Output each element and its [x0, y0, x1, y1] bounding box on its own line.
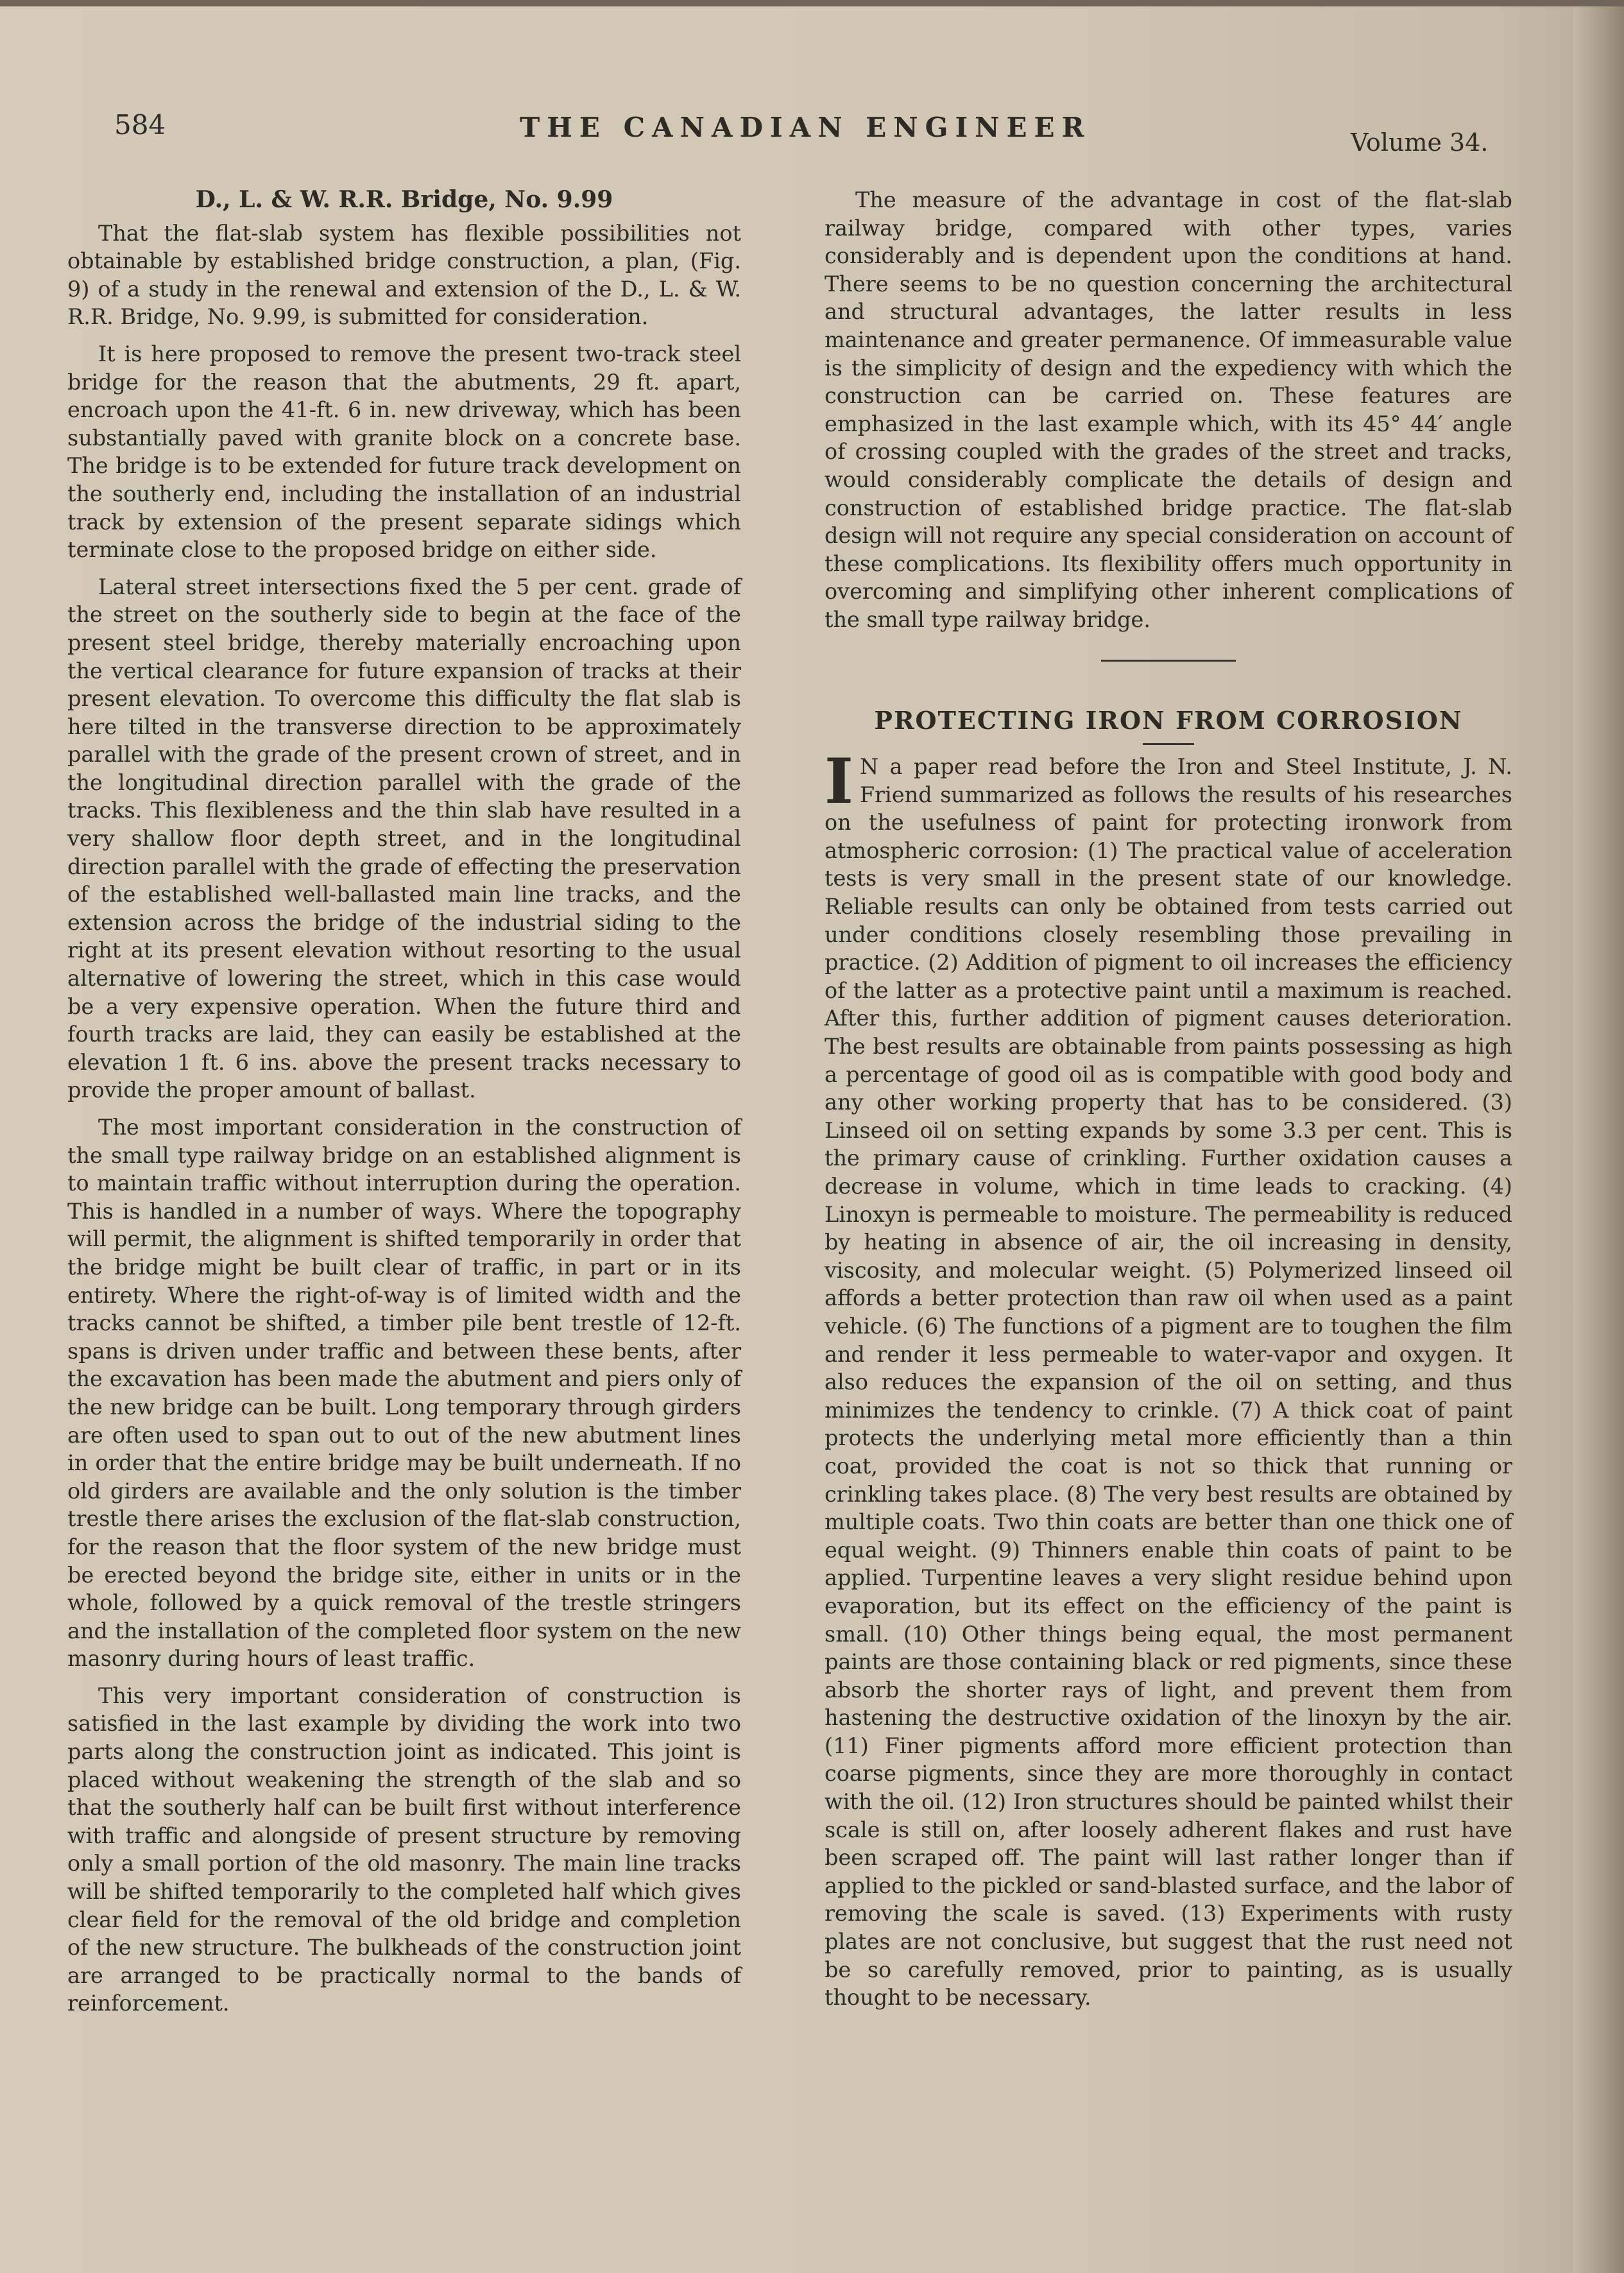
right-column [825, 186, 1512, 2021]
page-edge-shadow [1573, 0, 1624, 2273]
article-body [825, 745, 1512, 2012]
paragraph: It is here proposed to remove the present two-track steel bridge for the reason that the abutments, 29 ft. apart, encroach upon the 41-ft. 6 in. new driveway, which has been substantially paved with granite block on a concrete base. The bridge is to be extended for future track development on the southerly end, including the installation of an industrial track by extension of the present separate sidings which terminate close to the proposed bridge on either side. [67, 341, 741, 563]
paragraph: This very important consideration of construction is satisfied in the last example by dividing the work into two parts along the construction joint as indicated. This joint is placed without weakening the strength of the slab and so that the southerly half can be built first without interference with traffic and alongside of present structure by removing only a small portion of the old masonry. The main line tracks will be shifted temporarily to the completed half which gives clear field for the removal of the old bridge and completion of the new structure. The bulkheads of the construction joint are arranged to be practically normal to the bands of reinforcement. [67, 1683, 741, 2016]
left-column [67, 186, 741, 2027]
continuation-paragraph: The measure of the advantage in cost of the flat-slab railway bridge, compared with other types, varies considerably and is dependent upon the conditions at hand. There seems to be no question concerning the architectural and structural advantages, the latter results in less maintenance and greater permanence. Of immeasurable value is the simplicity of design and the expediency with which the construction can be carried on. These features are emphasized in the last example which, with its 45° 44′ angle of crossing coupled with the grades of the street and tracks, would considerably complicate the details of design and construction of established bridge practice. The flat-slab design will not require any special consideration on account of these complications. Its flexibility offers much opportunity in overcoming and simplifying other inherent complications of the small type railway bridge. [825, 187, 1512, 632]
paragraph: That the flat-slab system has flexible possibilities not obtainable by established bridge construction, a plan, (Fig. 9) of a study in the renewal and extension of the D., L. & W. R.R. Bridge, No. 9.99, is submitted for consideration. [67, 220, 741, 330]
page-number: 584 [114, 109, 166, 141]
section-divider [1101, 660, 1236, 662]
article-text: N a paper read before the Iron and Steel Institute, J. N. Friend summarized as follows the results of his researches on the usefulness of paint for protecting ironwork from atmospheric corrosion: (1) The practical value of acceleration tests is very small in the present state of our knowledge. Reliable results can only be obtained from tests carried out under conditions closely resembling those prevailing in practice. (2) Addition of pigment to oil increases the efficiency of the latter as a protective paint until a maximum is reached. After this, further addition of pigment causes deterioration. The best results are obtainable from paints possessing as high a percentage of good oil as is compatible with good body and any other working property that has to be considered. (3) Linseed oil on setting expands by some 3.3 per cent. This is the primary cause of crinkling. Further oxidation causes a decrease in volume, which in time leads to cracking. (4) Linoxyn is permeable to moisture. The permeability is reduced by heating in absence of air, the oil increasing in density, viscosity, and molecular weight. (5) Polymerized linseed oil affords a better protection than raw oil when used as a paint vehicle. (6) The functions of a pigment are to toughen the film and render it less permeable to water-vapor and oxygen. It also reduces the expansion of the oil on setting, and thus minimizes the tendency to crinkle. (7) A thick coat of paint protects the underlying metal more efficiently than a thin coat, provided the coat is not so thick that running or crinkling takes place. (8) The very best results are obtained by multiple coats. Two thin coats are better than one thick one of equal weight. (9) Thinners enable thin coats of paint to be applied. Turpentine leaves a very slight residue behind upon evaporation, but its effect on the efficiency of the paint is small. (10) Other things being equal, the most permanent paints are those containing black or red pigments, since these absorb the shorter rays of light, and prevent them from hastening the destructive oxidation of the linoxyn by the air. (11) Finer pigments afford more efficient protection than coarse pigments, since they are more thoroughly in contact with the oil. (12) Iron structures should be painted whilst their scale is still on, after loosely adherent flakes and rust have been scraped off. The paint will last rather longer than if applied to the pickled or sand-blasted surface, and the labor of removing the scale is saved. (13) Experiments with rusty plates are not conclusive, but suggest that the rust need not be so carefully removed, prior to painting, as is usually thought to be necessary. [825, 754, 1512, 2011]
drop-cap: I [825, 745, 853, 818]
journal-title: THE CANADIAN ENGINEER [520, 112, 1091, 143]
title-rule [1143, 743, 1194, 745]
article-title: PROTECTING IRON FROM CORROSION [874, 705, 1463, 735]
paragraph: Lateral street intersections fixed the 5 per cent. grade of the street on the southerly side to begin at the face of the present steel bridge, thereby materially encroaching upon the vertical clearance for future expansion of tracks at their present elevation. To overcome this difficulty the flat slab is here tilted in the transverse direction to be approximately parallel with the grade of the present crown of street, and in the longitudinal direction parallel with the grade of the tracks. This flexibleness and the thin slab have resulted in a very shallow floor depth street, and in the longitudinal direction parallel with the grade of effecting the preservation of the established well-ballasted main line tracks, and the extension across the bridge of the industrial siding to the right at its present elevation without resorting to the usual alternative of lowering the street, which in this case would be a very expensive operation. When the future third and fourth tracks are laid, they can easily be established at the elevation 1 ft. 6 ins. above the present tracks necessary to provide the proper amount of ballast. [67, 574, 741, 1103]
section-heading: D., L. & W. R.R. Bridge, No. 9.99 [195, 186, 613, 213]
page-header [0, 103, 1573, 167]
volume-label: Volume 34. [1351, 128, 1489, 157]
paragraph: The most important consideration in the construction of the small type railway bridge on an established alignment is to maintain traffic without interruption during the operation. This is handled in a number of ways. Where the topography will permit, the alignment is shifted temporarily in order that the bridge might be built clear of traffic, in part or in its entirety. Where the right-of-way is of limited width and the tracks cannot be shifted, a timber pile bent trestle of 12-ft. spans is driven under traffic and between these bents, after the excavation has been made the abutment and piers only of the new bridge can be built. Long temporary through girders are often used to span out to out of the new abutment lines in order that the entire bridge may be built underneath. If no old girders are available and the only solution is the timber trestle there arises the exclusion of the flat-slab construction, for the reason that the floor system of the new bridge must be erected beyond the bridge site, either in units or in the whole, followed by a quick removal of the trestle stringers and the installation of the completed floor system on the new masonry during hours of least traffic. [67, 1115, 741, 1672]
top-edge [0, 0, 1624, 6]
